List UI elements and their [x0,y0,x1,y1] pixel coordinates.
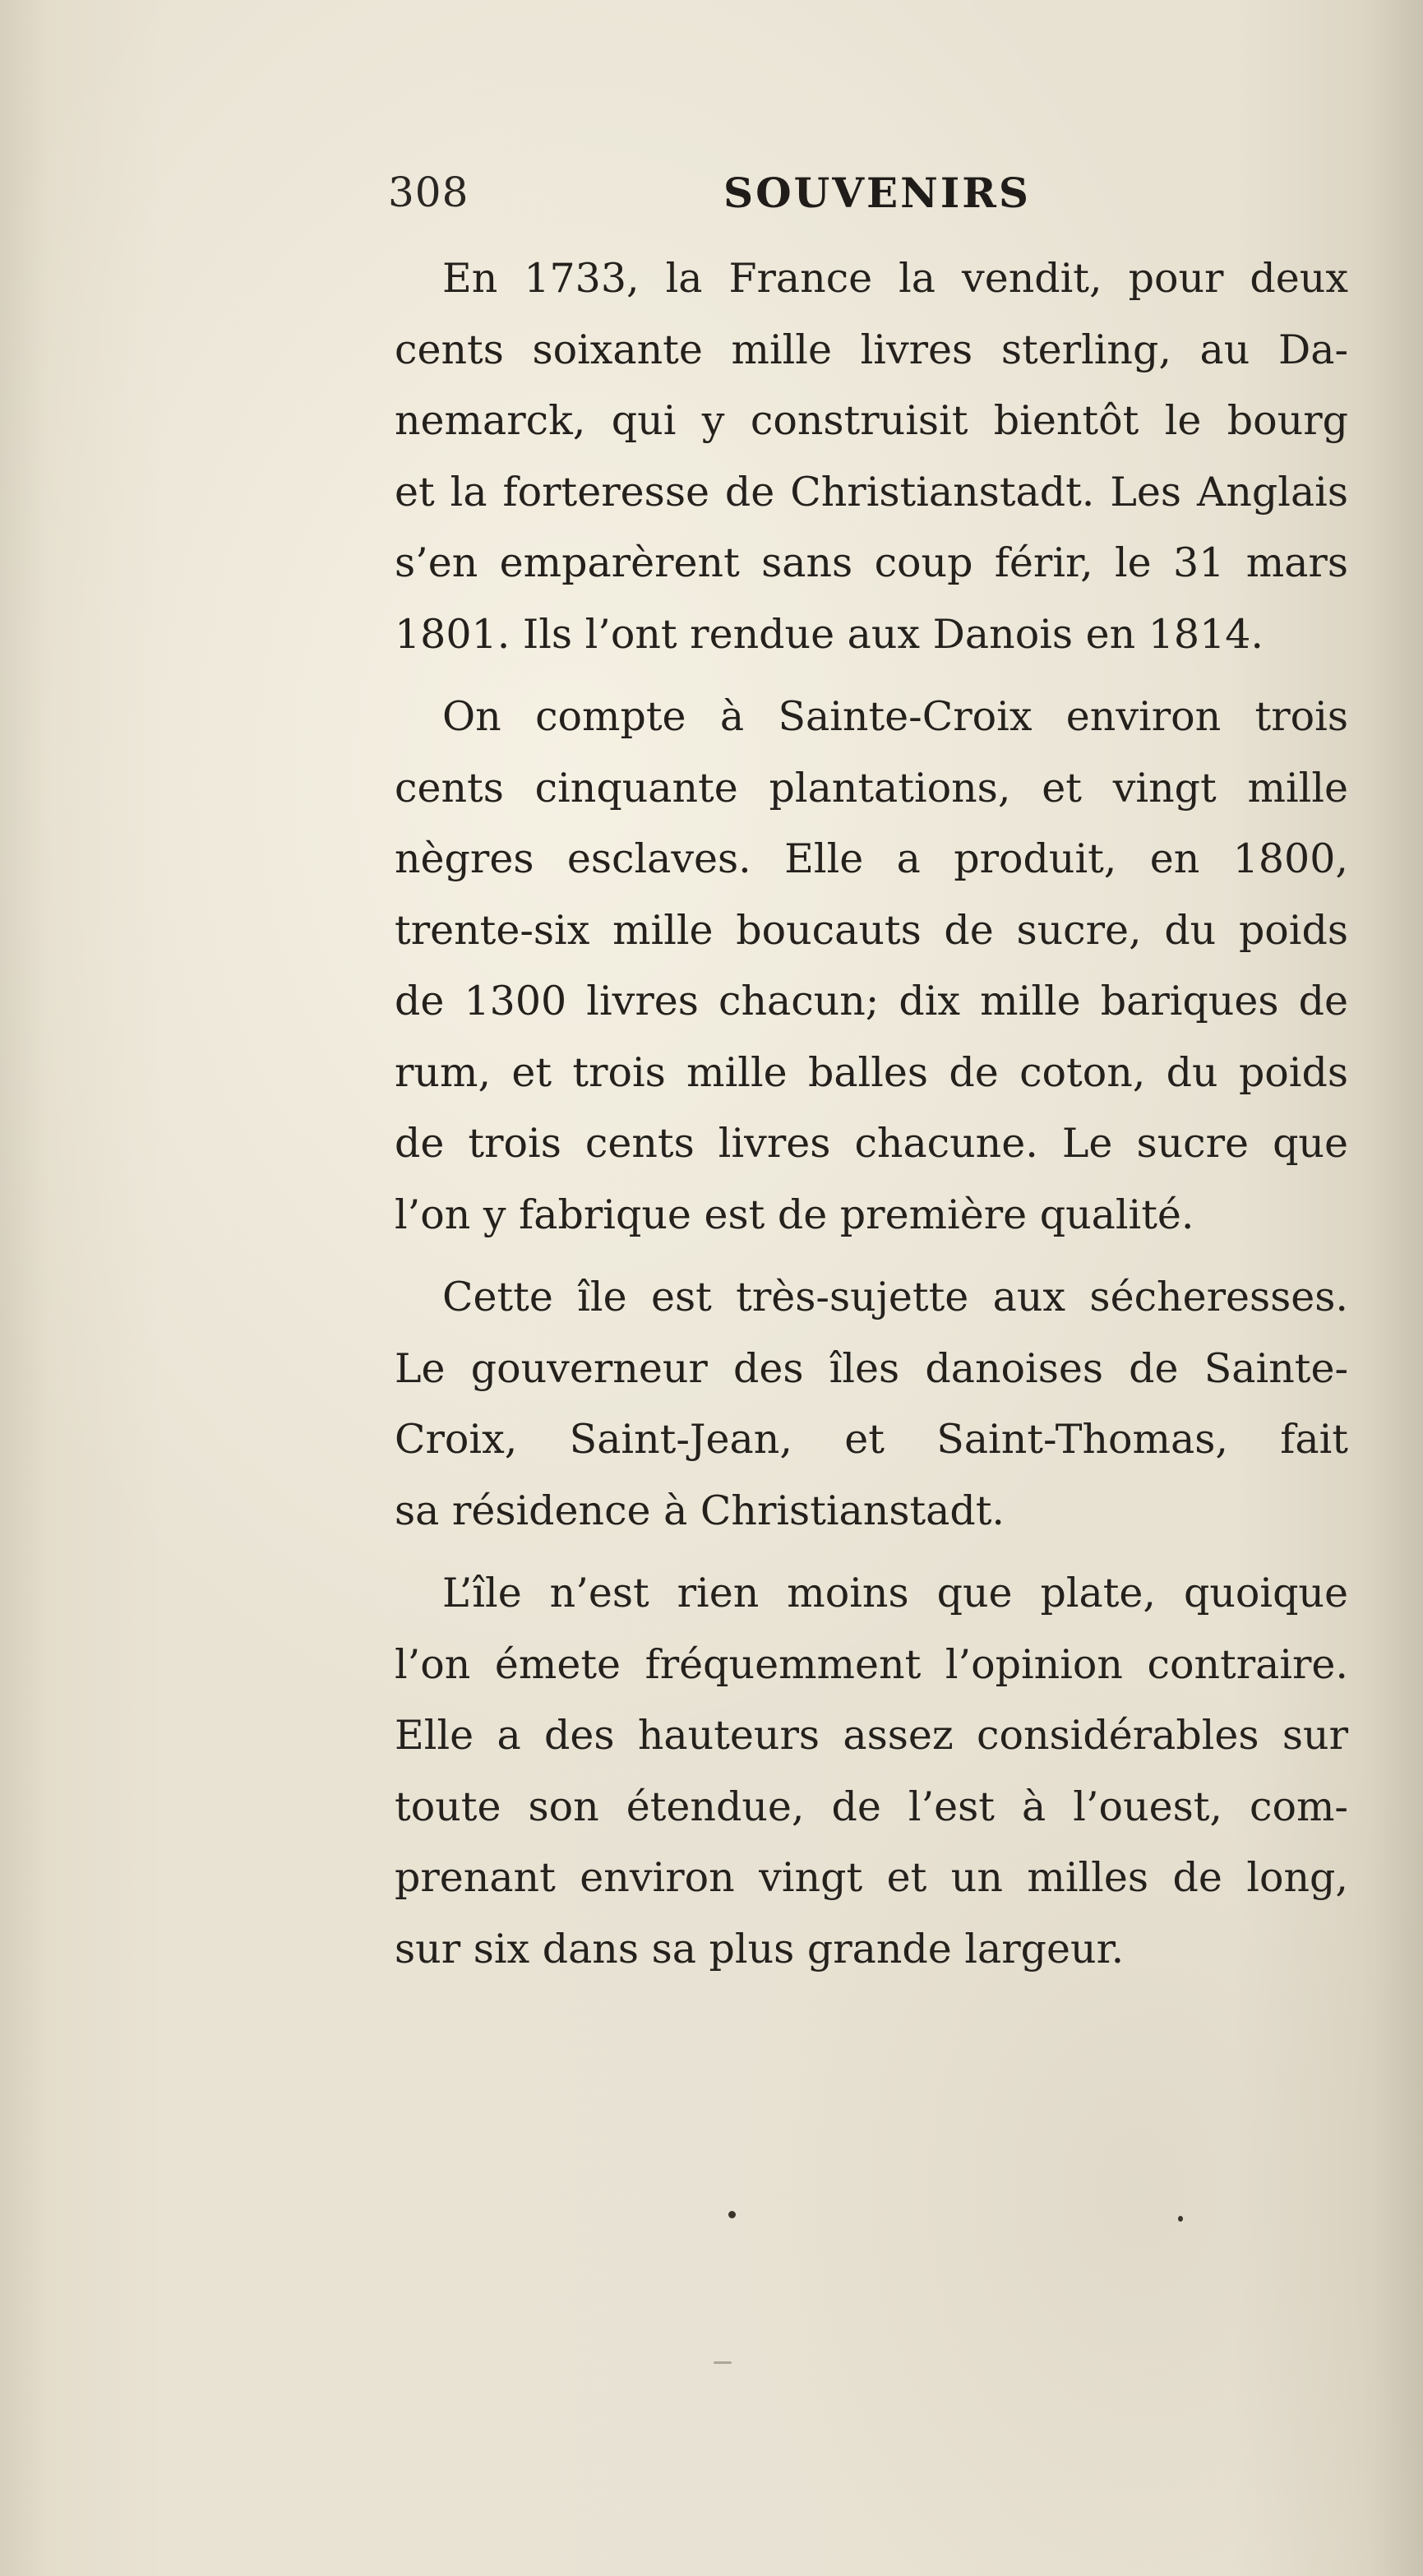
text-line: de trois cents livres chacune. Le sucre que [395,1120,1348,1167]
text-line: sa résidence à Christianstadt. [395,1487,1005,1534]
text-line: Cette île est très-sujette aux sécheresses. [442,1274,1348,1320]
paragraph [395,682,1348,1251]
page-header [388,169,1031,234]
text-line: On compte à Sainte-Croix environ trois [442,693,1348,740]
text-line: s’en emparèrent sans coup férir, le 31 mars [395,539,1348,586]
text-line: rum, et trois mille balles de coton, du poids [395,1048,1348,1096]
text-line: Le gouverneur des îles danoises de Sainte- [395,1344,1348,1392]
running-title: SOUVENIRS [723,169,1031,217]
ink-speck [1178,2216,1183,2222]
text-line: sur six dans sa plus grande largeur. [395,1925,1125,1972]
ink-speck [728,2211,736,2218]
text-line: 1801. Ils l’ont rendue aux Danois en 1814. [395,610,1264,658]
page-number: 308 [388,169,469,216]
text-line: Croix, Saint-Jean, et Saint-Thomas, fait [395,1416,1348,1463]
text-line: et la forteresse de Christianstadt. Les Anglais [395,468,1348,516]
text-line: En 1733, la France la vendit, pour deux [442,255,1348,302]
text-line: de 1300 livres chacun; dix mille bariques de [395,978,1348,1024]
text-line: nègres esclaves. Elle a produit, en 1800, [395,835,1348,882]
text-line: prenant environ vingt et un milles de long, [395,1854,1348,1901]
text-line: l’on y fabrique est de première qualité. [395,1191,1194,1238]
page-edge-shadow [1374,0,1423,2576]
text-line: l’on émete fréquemment l’opinion contraire. [395,1640,1348,1688]
text-line: toute son étendue, de l’est à l’ouest, com- [395,1783,1348,1830]
ink-speck [714,2361,732,2364]
paragraph [395,1558,1348,1985]
text-line: L’île n’est rien moins que plate, quoique [442,1570,1348,1616]
text-line: trente-six mille boucauts de sucre, du poids [395,906,1348,954]
paragraph [395,1262,1348,1547]
text-line: cents cinquante plantations, et vingt mille [395,764,1348,812]
text-line: Elle a des hauteurs assez considérables sur [395,1712,1348,1759]
text-line: nemarck, qui y construisit bientôt le bourg [395,397,1348,444]
text-line: cents soixante mille livres sterling, au Da- [395,326,1348,373]
body-text [395,243,1348,1996]
paragraph [395,243,1348,670]
